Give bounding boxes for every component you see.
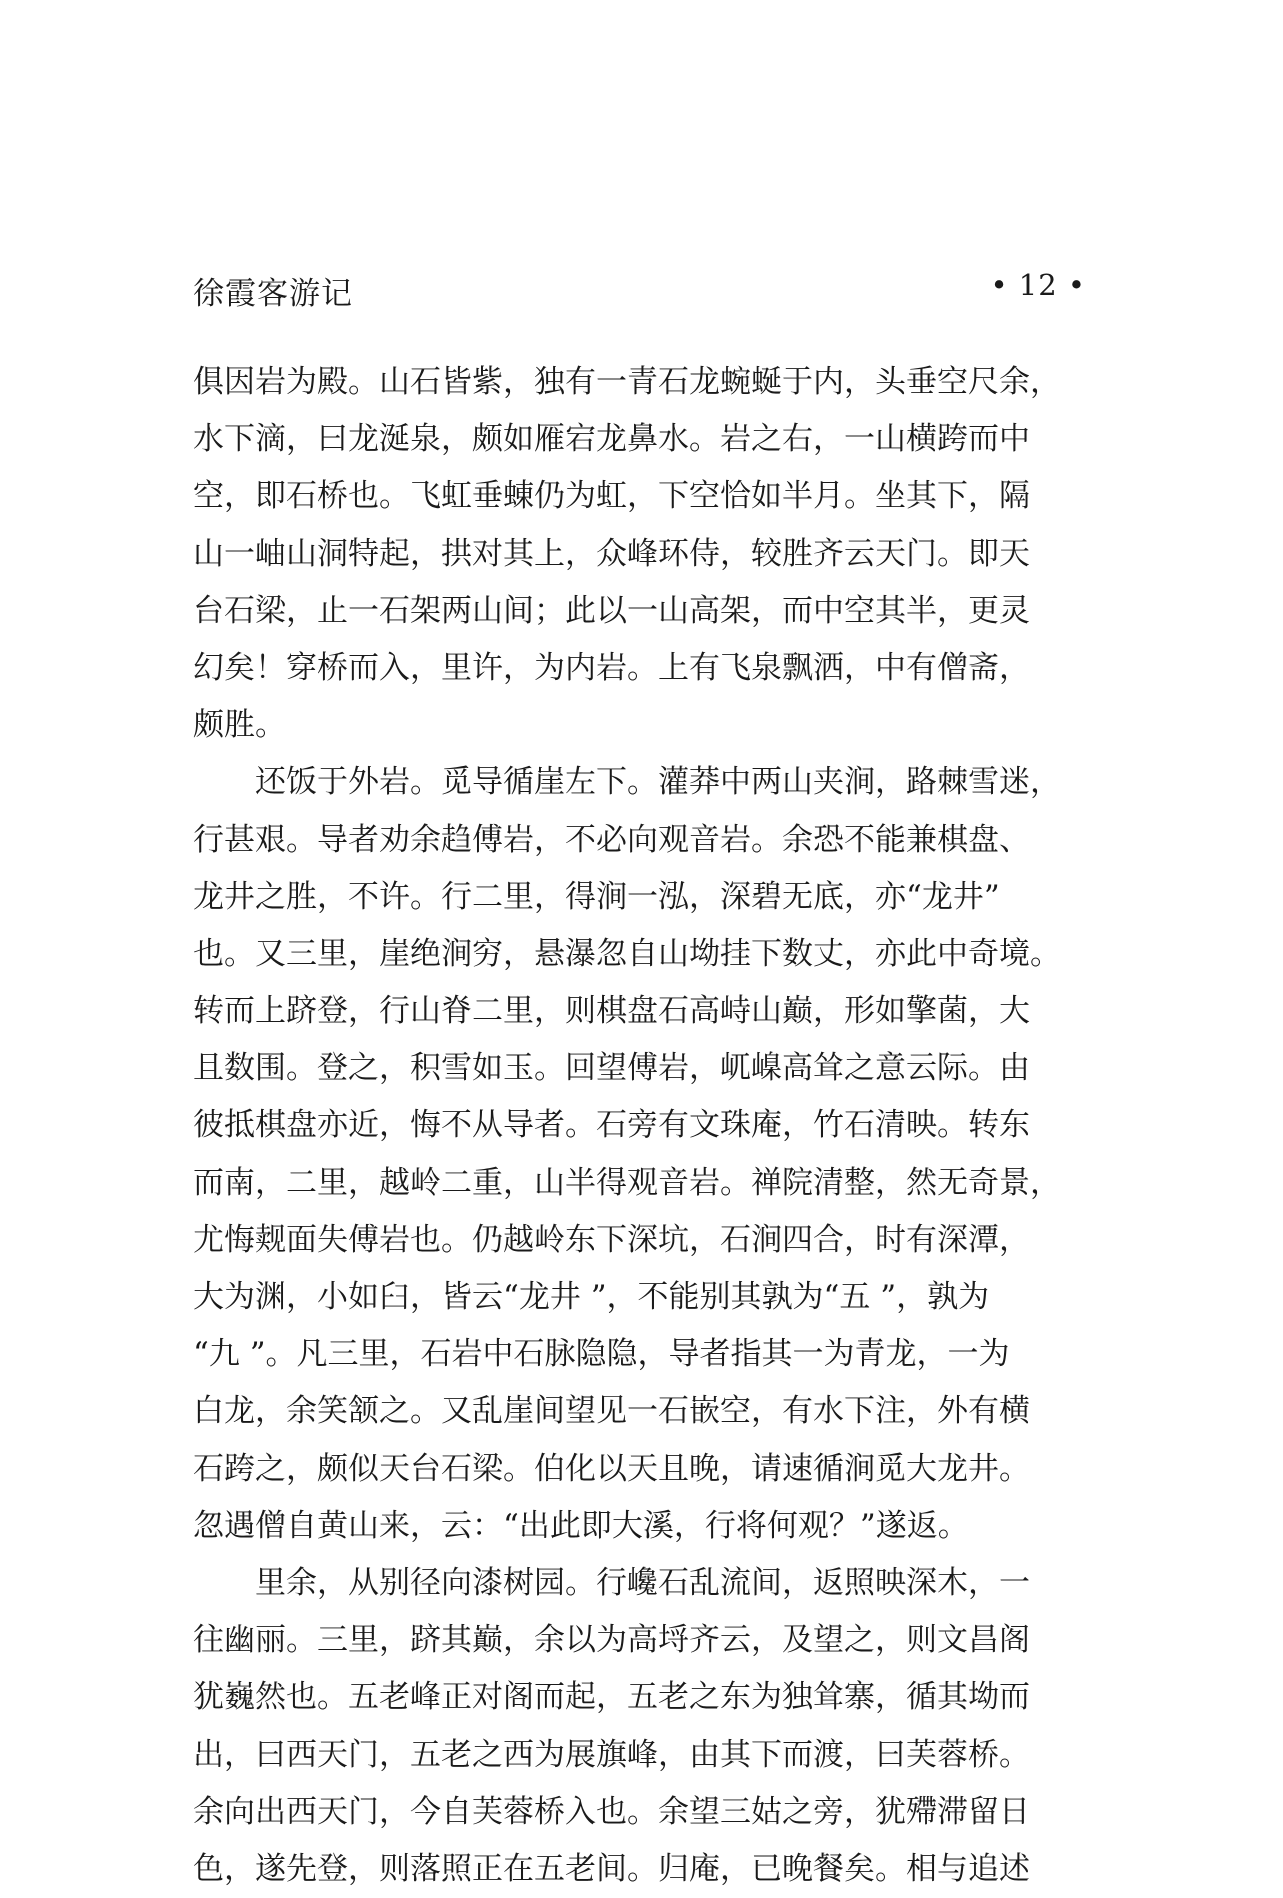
running-head xyxy=(193,268,1086,312)
text-line: 俱因岩为殿。山石皆紫，独有一青石龙蜿蜒于内，头垂空尺余， xyxy=(193,364,1061,400)
text-line: 山一岫山洞特起，拱对其上，众峰环侍，较胜齐云天门。即天 xyxy=(193,535,1030,572)
text-line: 水下滴，曰龙涎泉，颇如雁宕龙鼻水。岩之右，一山横跨而中 xyxy=(193,421,1030,458)
text-line: 彼抵棋盘亦近，悔不从导者。石旁有文珠庵，竹石清映。转东 xyxy=(193,1107,1030,1144)
text-line: 里余，从别径向漆树园。行巉石乱流间，返照映深木，一 xyxy=(193,1564,1030,1601)
text-line: “九 ”。凡三里，石岩中石脉隐隐，导者指其一为青龙，一为 xyxy=(193,1336,1010,1373)
book-title: 徐霞客游记 xyxy=(193,276,353,312)
text-line: 幻矣！穿桥而入，里许，为内岩。上有飞泉飘洒，中有僧斋， xyxy=(193,649,1030,686)
text-line: 白龙，余笑颔之。又乱崖间望见一石嵌空，有水下注，外有横 xyxy=(193,1393,1030,1430)
text-line: 忽遇僧自黄山来，云：“出此即大溪，行将何观？”遂返。 xyxy=(193,1507,969,1544)
text-line: 犹巍然也。五老峰正对阁而起，五老之东为独耸寨，循其坳而 xyxy=(193,1679,1030,1716)
text-line: 行甚艰。导者劝余趋傅岩，不必向观音岩。余恐不能兼棋盘、 xyxy=(193,821,1030,858)
page-number: • 12 • xyxy=(990,268,1086,302)
text-line: 往幽丽。三里，跻其巅，余以为高埒齐云，及望之，则文昌阁 xyxy=(193,1622,1030,1659)
text-line: 而南，二里，越岭二重，山半得观音岩。禅院清整，然无奇景， xyxy=(193,1164,1061,1201)
text-line: 尤悔觌面失傅岩也。仍越岭东下深坑，石涧四合，时有深潭， xyxy=(193,1221,1030,1258)
text-line: 龙井之胜，不许。行二里，得涧一泓，深碧无底，亦“龙井” xyxy=(193,878,1000,915)
text-line: 转而上跻登，行山脊二里，则棋盘石高峙山巅，形如擎菌，大 xyxy=(193,993,1030,1030)
text-line: 大为渊，小如臼，皆云“龙井 ”，不能别其孰为“五 ”，孰为 xyxy=(193,1279,990,1315)
text-line: 台石梁，止一石架两山间；此以一山高架，而中空其半，更灵 xyxy=(193,592,1030,629)
text-line: 颇胜。 xyxy=(193,707,286,744)
text-line: 还饭于外岩。觅导循崖左下。灌莽中两山夹涧，路棘雪迷， xyxy=(193,764,1061,801)
text-line: 也。又三里，崖绝涧穷，悬瀑忽自山坳挂下数丈，亦此中奇境。 xyxy=(193,935,1061,972)
page-body xyxy=(193,354,1093,1898)
text-line: 空，即石桥也。飞虹垂蝀仍为虹，下空恰如半月。坐其下，隔 xyxy=(193,478,1030,515)
text-line: 余向出西天门，今自芙蓉桥入也。余望三姑之旁，犹殢滞留日 xyxy=(193,1793,1030,1830)
text-line: 且数围。登之，积雪如玉。回望傅岩，屼嵲高耸之意云际。由 xyxy=(193,1050,1030,1087)
text-line: 石跨之，颇似天台石梁。伯化以天且晚，请速循涧觅大龙井。 xyxy=(193,1450,1030,1487)
text-line: 出，曰西天门，五老之西为展旗峰，由其下而渡，曰芙蓉桥。 xyxy=(193,1736,1030,1773)
text-line: 色，遂先登，则落照正在五老间。归庵，已晚餐矣。相与追述 xyxy=(193,1850,1030,1887)
